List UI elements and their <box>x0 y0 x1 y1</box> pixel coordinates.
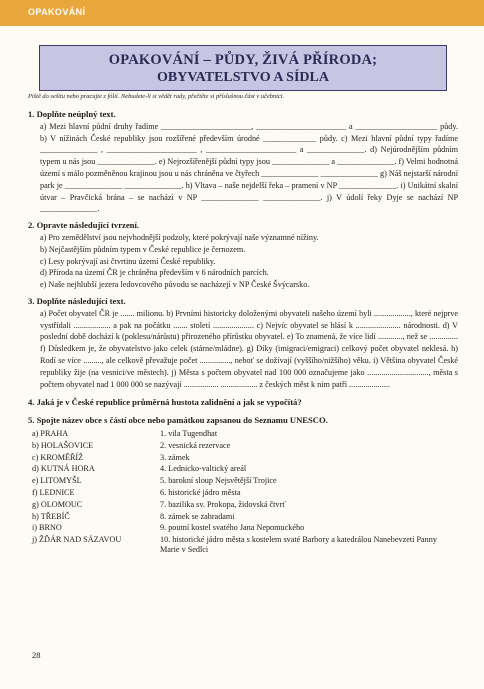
town-name: j) ŽĎÁR NAD SÁZAVOU <box>32 535 122 545</box>
question-2-item: a) Pro zemědělství jsou nejvhodnější podzoly, které pokrývají naše významné nížiny. <box>40 232 319 242</box>
question-1-title: 1. Doplňte neúplný text. <box>28 109 116 119</box>
matching-row <box>32 487 458 499</box>
monument-name: 1. vila Tugendhat <box>160 428 218 438</box>
town-name: e) LITOMYŠL <box>32 476 82 486</box>
matching-row <box>32 452 458 464</box>
matching-row <box>32 534 458 555</box>
monument-name: 3. zámek <box>160 452 190 462</box>
page-title-line2: OBYVATELSTVO A SÍDLA <box>157 70 329 85</box>
question-2-title: 2. Opravte následující tvrzení. <box>28 220 139 231</box>
monument-name: 4. Lednicko-valtický areál <box>160 464 247 474</box>
town-name: a) PRAHA <box>32 428 69 438</box>
question-3-text: a) Počet obyvatel ČR je ....... milionu. b) Prvními historicky doloženými obyvateli našeho území byli .................., které nejprve vystřídali .................. a pak na počátku ....... století .................... c) Nejvíc obyvatel se hlásí k ...................... národnosti. d) V poslední době dochází k (poklesu/nárůstu) přirozeného přírůstku obyvatel. e) To znamená, že více lidí ............, než se .............. f) Důsledkem je, že obyvatelstvo jako celek (stárne/mládne). g) Díky (imigraci/emigraci) celkový počet obyvatel neklesá. h) Rodí se více ........., ale celkově převažuje počet ..............., neboť se dožívají (vyššího/nižšího) věku. i) Většina obyvatel České republiky žije (na vesnici/ve městech). j) Města s počtem obyvatel nad 100 000 označujeme jako .............................., města s počtem obyvatel nad 1 000 000 se nazývají ................. .................. z českých měst k nim patří .................... <box>40 308 458 389</box>
page-number: 28 <box>32 650 41 660</box>
matching-row <box>32 475 458 487</box>
monument-name: 2. vesnická rezervace <box>160 440 231 450</box>
question-4-title: 4. Jaká je v České republice průměrná hustota zalidnění a jak se vypočítá? <box>28 397 302 408</box>
town-name: b) HOLAŠOVICE <box>32 440 94 450</box>
question-3-title: 3. Doplňte následující text. <box>28 295 126 306</box>
monument-name: 8. zámek se zahradami <box>160 511 235 521</box>
title-box <box>39 45 447 91</box>
exercise-content <box>28 104 458 555</box>
town-name: f) LEDNICE <box>32 487 75 497</box>
monument-name: 5. barokní sloup Nejsvětější Trojice <box>160 476 277 486</box>
matching-row <box>32 511 458 523</box>
monument-name: 10. historické jádro města s kostelem svaté Barbory a katedrálou Nanebevzetí Panny Marie v Sedlci <box>160 535 437 555</box>
question-5-title: 5. Spojte název obce s částí obce nebo památkou zapsanou do Seznamu UNESCO. <box>28 415 328 426</box>
town-name: h) TŘEBÍČ <box>32 511 70 521</box>
question-1-text: a) Mezi hlavní půdní druhy řadíme ______________________, ______________________ a ____________________ půdy. b) V nížinách České republiky jsou rozšířené především úrodné _____________ půdy. c) Mezi hlavní půdní typy řadíme ______________ , ______________________ , ______________________ a ______________. d) Nejúrodnějším půdním typem u nás jsou ______________. e) Nejrozšířenější půdní typy jsou ______________ a ______________. f) Velmi hodnotná území s málo pozměněnou krajinou jsou u nás chráněna ve čtyřech ______________ ______________ g) Náš nejstarší národní park je ______________ ______________. h) Vltava – naše nejdelší řeka – pramení v NP ______________. i) Unikátní skalní útvar – Pravčická brána – se nachází v NP ______________ ______________. j) V údolí řeky Dyje se nachází NP ______________. <box>40 121 458 214</box>
matching-row <box>32 428 458 440</box>
town-name: c) KROMĚŘÍŽ <box>32 452 84 462</box>
monument-name: 7. bazilika sv. Prokopa, židovská čtvrť <box>160 499 286 509</box>
question-2-item: b) Nejčastějším půdním typem v České republice je černozem. <box>40 244 246 254</box>
monument-name: 6. historické jádro města <box>160 487 241 497</box>
section-label: OPAKOVÁNÍ <box>28 7 86 17</box>
section-header-bar <box>0 0 484 26</box>
matching-row <box>32 463 458 475</box>
monument-name: 9. poutní kostel svatého Jana Nepomuckého <box>160 523 305 533</box>
town-name: d) KUTNÁ HORA <box>32 464 95 474</box>
intro-note: Piště do sešitu nebo pracujte z fólií. Nebudete-li si vědět rady, přečtěte si příslušnou část v učebnici. <box>28 93 285 100</box>
town-name: i) BRNO <box>32 523 62 533</box>
matching-table <box>32 428 458 555</box>
town-name: g) OLOMOUC <box>32 499 83 509</box>
matching-row <box>32 522 458 534</box>
question-2-item: d) Příroda na území ČR je chráněna především v 6 národních parcích. <box>40 268 269 278</box>
page-title-line1: OPAKOVÁNÍ – PŮDY, ŽIVÁ PŘÍRODA; <box>108 52 378 68</box>
matching-row <box>32 499 458 511</box>
question-2-item: e) Naše nejhlubší jezera ledovcového původu se nacházejí v NP České Švýcarsko. <box>40 280 310 290</box>
question-2-item: c) Lesy pokrývají asi čtvrtinu území České republiky. <box>40 256 216 266</box>
matching-row <box>32 440 458 452</box>
